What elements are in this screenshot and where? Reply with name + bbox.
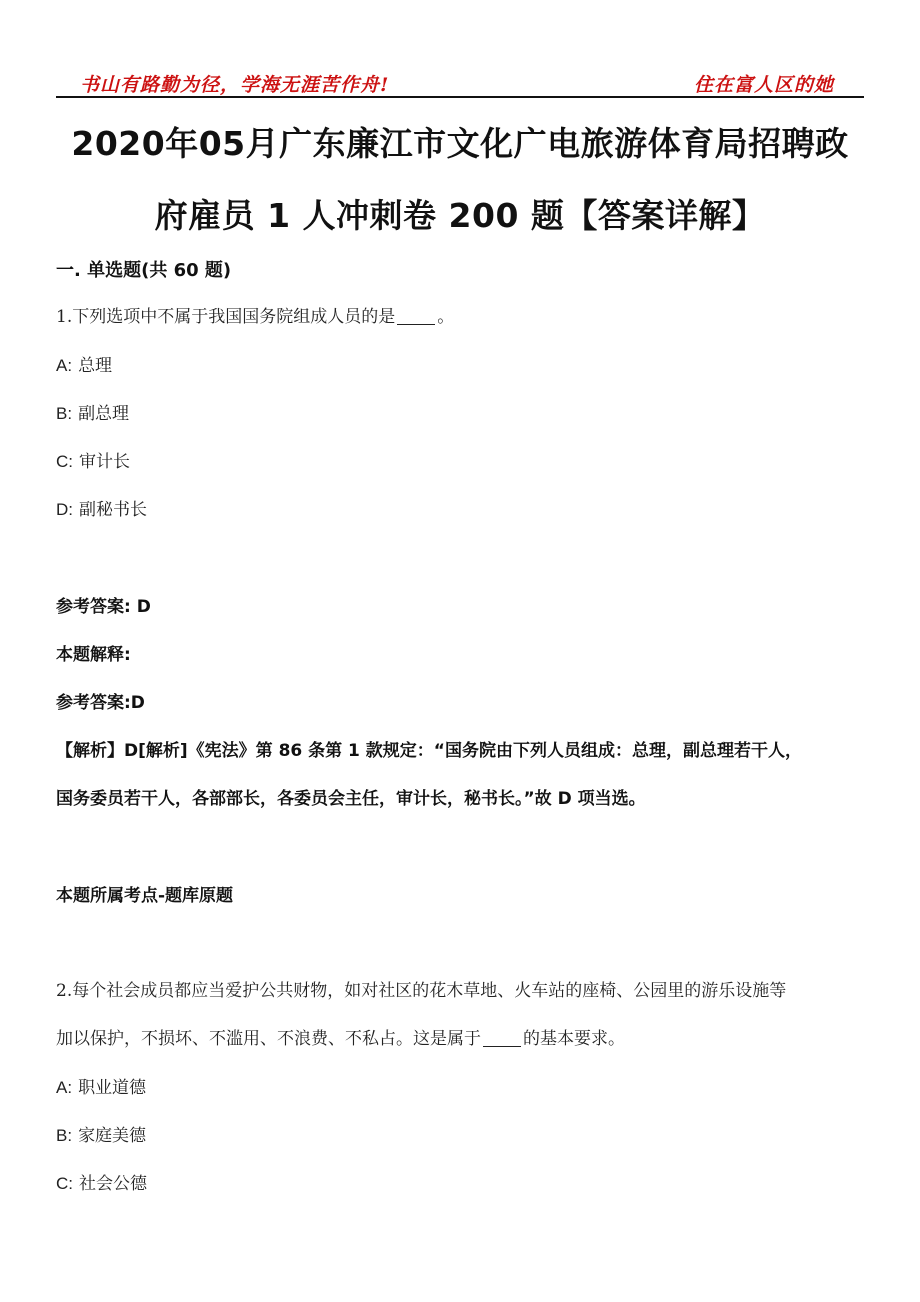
question-2-text-before: 加以保护，不损坏、不滥用、不浪费、不私占。这是属于 (56, 1029, 481, 1049)
option-text: 副秘书长 (79, 500, 147, 520)
option-text: 副总理 (78, 404, 130, 424)
answer-blank (397, 324, 435, 325)
question-1-option-b (56, 399, 129, 424)
question-1-explanation-label: 本题解释: (56, 645, 131, 665)
question-1-option-a (56, 351, 112, 376)
page-title-line-1: 2020年05月广东廉江市文化广电旅游体育局招聘政 (71, 124, 849, 163)
page-title-line-2: 府雇员 1 人冲刺卷 200 题【答案详解】 (154, 196, 766, 235)
question-2-option-a (56, 1073, 146, 1098)
question-1-answer: 参考答案: D (56, 597, 151, 617)
option-letter: A: (56, 1078, 73, 1097)
header-motto-right: 住在富人区的她 (693, 74, 834, 96)
question-2-text-line-2 (56, 1024, 625, 1049)
option-letter: C: (56, 1174, 73, 1193)
question-2-option-c (56, 1169, 147, 1194)
question-2-option-b (56, 1121, 146, 1146)
question-1-answer-repeat: 参考答案:D (56, 693, 145, 713)
option-text: 审计长 (79, 452, 130, 472)
header-motto-left: 书山有路勤为径，学海无涯苦作舟! (80, 74, 390, 96)
option-letter: B: (56, 404, 73, 423)
option-letter: C: (56, 452, 73, 471)
question-1-text-after: 。 (437, 307, 455, 327)
question-1-analysis-line-2: 国务委员若干人，各部部长，各委员会主任，审计长，秘书长。”故 D 项当选。 (56, 789, 646, 809)
option-letter: D: (56, 500, 73, 519)
question-1-analysis-line-1: 【解析】D[解析]《宪法》第 86 条第 1 款规定：“国务院由下列人员组成：总理，副总理若干人， (56, 741, 802, 761)
option-text: 职业道德 (78, 1078, 147, 1098)
question-1-option-c (56, 447, 130, 472)
question-1-text-before: 1.下列选项中不属于我国国务院组成人员的是 (56, 307, 396, 327)
option-text: 总理 (78, 356, 113, 376)
question-2-text-after: 的基本要求。 (523, 1029, 625, 1049)
question-1-option-d (56, 495, 147, 520)
option-letter: A: (56, 356, 73, 375)
answer-blank (483, 1046, 521, 1047)
header-divider (56, 96, 864, 98)
option-text: 社会公德 (79, 1174, 147, 1194)
option-letter: B: (56, 1126, 73, 1145)
section-heading: 一. 单选题(共 60 题) (56, 260, 232, 281)
question-1-text (56, 302, 454, 327)
page-header (56, 62, 864, 98)
option-text: 家庭美德 (78, 1126, 147, 1146)
question-1-category: 本题所属考点-题库原题 (56, 886, 234, 906)
question-2-text-line-1: 2.每个社会成员都应当爱护公共财物，如对社区的花木草地、火车站的座椅、公园里的游乐设施等 (56, 981, 787, 1001)
